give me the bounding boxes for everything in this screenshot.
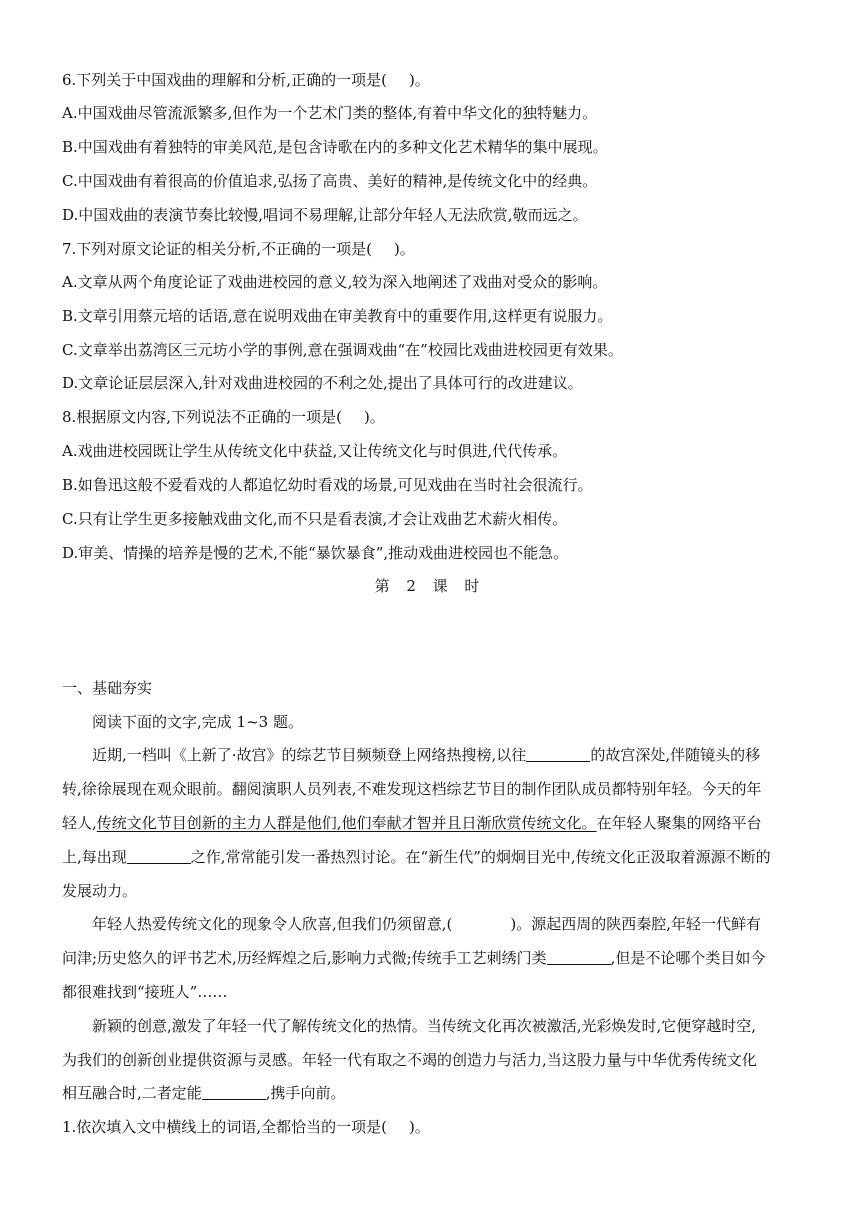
stem-end: )。 bbox=[408, 1118, 430, 1136]
fill-blank-3 bbox=[547, 950, 611, 965]
passage-text: 年轻人热爱传统文化的现象令人欣喜,但我们仍须留意,( bbox=[92, 915, 453, 933]
passage-p3-line1: 新颖的创意,激发了年轻一代了解传统文化的热情。当传统文化再次被激活,光彩焕发时,它便穿越时空, bbox=[92, 1017, 757, 1035]
passage-p1-line3 bbox=[62, 813, 762, 833]
passage-p1-line4 bbox=[62, 847, 771, 867]
question-8-option-c: C.只有让学生更多接触戏曲文化,而不只是看表演,才会让戏曲艺术薪火相传。 bbox=[62, 510, 568, 528]
stem-end: )。 bbox=[393, 240, 415, 258]
question-8-option-d: D.审美、情操的培养是慢的艺术,不能“暴饮暴食”,推动戏曲进校园也不能急。 bbox=[62, 544, 569, 562]
passage-p2-line2 bbox=[62, 948, 765, 968]
question-7-stem bbox=[62, 239, 415, 259]
reading-instruction: 阅读下面的文字,完成 1~3 题。 bbox=[92, 713, 303, 731]
passage-text: 在年轻人聚集的网络平台 bbox=[596, 814, 762, 832]
fill-blank-1 bbox=[526, 747, 590, 762]
passage-text: 轻人, bbox=[62, 814, 97, 832]
question-8-option-b: B.如鲁迅这般不爱看戏的人都追忆幼时看戏的场景,可见戏曲在当时社会很流行。 bbox=[62, 476, 593, 494]
passage-text: 之作,常常能引发一番热烈讨论。在“新生代”的炯炯目光中,传统文化正汲取着源源不断的 bbox=[190, 848, 771, 866]
question-7-option-d: D.文章论证层层深入,针对戏曲进校园的不利之处,提出了具体可行的改进建议。 bbox=[62, 374, 583, 392]
passage-text: 近期,一档叫《上新了·故宫》的综艺节目频频登上网络热搜榜,以往 bbox=[92, 746, 527, 764]
question-6-option-c: C.中国戏曲有着很高的价值追求,弘扬了高贵、美好的精神,是传统文化中的经典。 bbox=[62, 172, 598, 190]
passage-text: ,携手向前。 bbox=[265, 1084, 346, 1102]
stem-end: )。 bbox=[408, 71, 430, 89]
stem-text: 6.下列关于中国戏曲的理解和分析,正确的一项是( bbox=[62, 71, 387, 89]
stem-text: 7.下列对原文论证的相关分析,不正确的一项是( bbox=[62, 240, 372, 258]
question-6-option-a: A.中国戏曲尽管流派繁多,但作为一个艺术门类的整体,有着中华文化的独特魅力。 bbox=[62, 104, 598, 122]
stem-end: )。 bbox=[363, 408, 385, 426]
question-6-stem bbox=[62, 70, 430, 90]
question-7-option-a: A.文章从两个角度论证了戏曲进校园的意义,较为深入地阐述了戏曲对受众的影响。 bbox=[62, 273, 608, 291]
passage-text: 上,每出现 bbox=[62, 848, 127, 866]
question-7-option-c: C.文章举出荔湾区三元坊小学的事例,意在强调戏曲“在”校园比戏曲进校园更有效果。 bbox=[62, 341, 623, 359]
passage-text: 的故宫深处,伴随镜头的移 bbox=[590, 746, 761, 764]
fill-blank-4 bbox=[202, 1085, 266, 1100]
lesson-title: 第 2 课 时 bbox=[374, 577, 486, 595]
question-7-option-b: B.文章引用蔡元培的话语,意在说明戏曲在审美教育中的重要作用,这样更有说服力。 bbox=[62, 307, 613, 325]
underlined-sentence: 传统文化节目创新的主力人群是他们,他们奉献才智并且日渐欣赏传统文化。 bbox=[96, 814, 597, 832]
passage-p2-line3: 都很难找到“接班人”…… bbox=[62, 983, 228, 1001]
stem-text: 8.根据原文内容,下列说法不正确的一项是( bbox=[62, 408, 342, 426]
passage-p1-line1 bbox=[92, 745, 760, 765]
question-8-option-a: A.戏曲进校园既让学生从传统文化中获益,又让传统文化与时俱进,代代传承。 bbox=[62, 442, 568, 460]
fill-blank-2 bbox=[127, 849, 191, 864]
passage-p3-line2: 为我们的创新创业提供资源与灵感。年轻一代有取之不竭的创造力与活力,当这股力量与中华优秀传统文化 bbox=[62, 1051, 757, 1069]
stem-text: 1.依次填入文中横线上的词语,全都恰当的一项是( bbox=[62, 1118, 387, 1136]
passage-text: 相互融合时,二者定能 bbox=[62, 1084, 202, 1102]
question-8-stem bbox=[62, 407, 385, 427]
passage-p1-line2: 转,徐徐展现在观众眼前。翻阅演职人员列表,不难发现这档综艺节目的制作团队成员都特别年轻。今天的年 bbox=[62, 780, 762, 798]
question-6-option-d: D.中国戏曲的表演节奏比较慢,唱词不易理解,让部分年轻人无法欣赏,敬而远之。 bbox=[62, 206, 588, 224]
passage-p3-line3 bbox=[62, 1083, 346, 1103]
passage-p2-line1 bbox=[92, 914, 761, 934]
passage-p1-line5: 发展动力。 bbox=[62, 882, 138, 900]
passage-text: )。源起西周的陕西秦腔,年轻一代鲜有 bbox=[510, 915, 762, 933]
question-6-option-b: B.中国戏曲有着独特的审美风范,是包含诗歌在内的多种文化艺术精华的集中展现。 bbox=[62, 138, 608, 156]
section-title: 一、基础夯实 bbox=[62, 679, 153, 697]
passage-text: 问津;历史悠久的评书艺术,历经辉煌之后,影响力式微;传统手工艺刺绣门类 bbox=[62, 949, 547, 967]
passage-text: ,但是不论哪个类目如今 bbox=[610, 949, 766, 967]
question-1-stem bbox=[62, 1117, 430, 1137]
